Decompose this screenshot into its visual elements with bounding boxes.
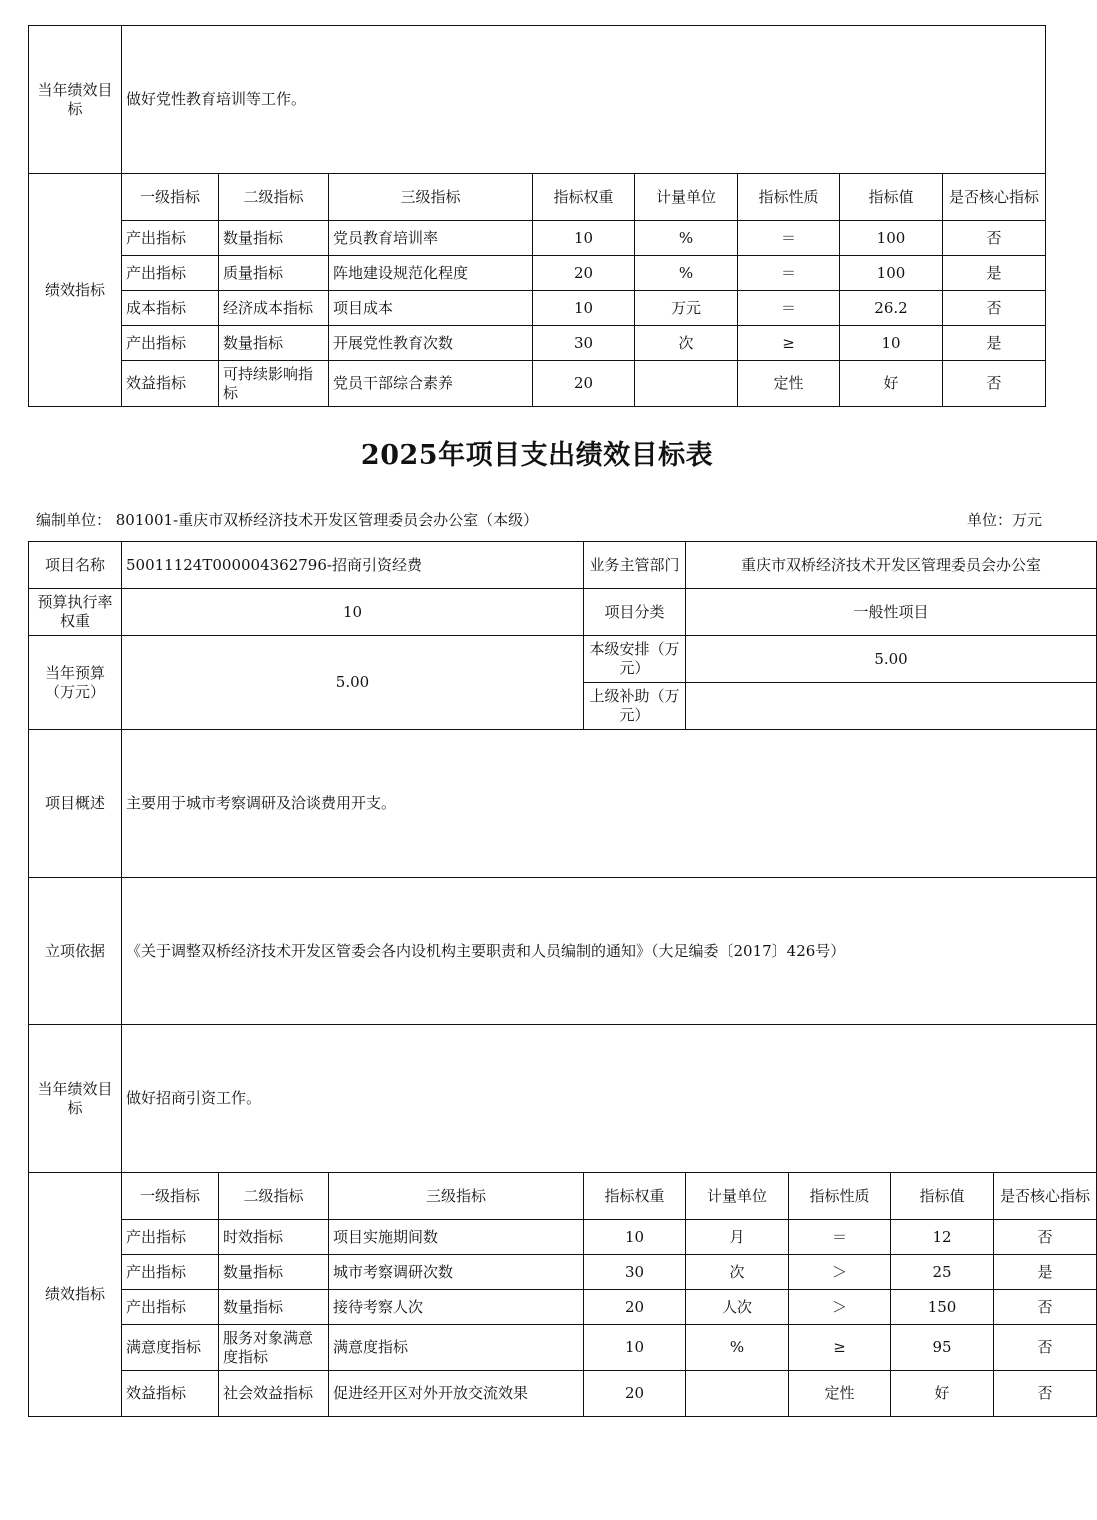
table-row	[29, 361, 1046, 407]
cell-nature: ＝	[738, 221, 840, 256]
cell-value: 100	[840, 256, 943, 291]
cell-unit: 人次	[686, 1290, 789, 1325]
table-header: 计量单位	[635, 174, 738, 221]
table-row	[29, 1290, 1097, 1325]
local-label: 本级安排（万元）	[584, 636, 686, 683]
cell-level1: 效益指标	[122, 361, 219, 407]
cell-level3: 城市考察调研次数	[329, 1255, 584, 1290]
cell-nature: 定性	[789, 1371, 891, 1417]
cell-unit	[635, 361, 738, 407]
cell-value: 好	[840, 361, 943, 407]
budget-value: 5.00	[122, 636, 584, 730]
cell-level2: 数量指标	[219, 221, 329, 256]
cell-level2: 时效指标	[219, 1220, 329, 1255]
exec-rate-value: 10	[122, 589, 584, 636]
cell-level3: 阵地建设规范化程度	[329, 256, 533, 291]
cell-level2: 经济成本指标	[219, 291, 329, 326]
category-value: 一般性项目	[686, 589, 1097, 636]
cell-nature: 定性	[738, 361, 840, 407]
cell-core: 否	[994, 1371, 1097, 1417]
cell-unit: 月	[686, 1220, 789, 1255]
cell-level1: 效益指标	[122, 1371, 219, 1417]
overview-label: 项目概述	[29, 730, 122, 878]
cell-value: 好	[891, 1371, 994, 1417]
table-header: 指标性质	[738, 174, 840, 221]
cell-level3: 开展党性教育次数	[329, 326, 533, 361]
cell-weight: 10	[533, 291, 635, 326]
cell-weight: 20	[584, 1371, 686, 1417]
cell-weight: 30	[533, 326, 635, 361]
cell-core: 是	[943, 256, 1046, 291]
top-indicator-table	[28, 25, 1046, 407]
cell-value: 25	[891, 1255, 994, 1290]
table-header: 指标值	[840, 174, 943, 221]
currency-unit: 单位：万元	[966, 511, 1042, 529]
cell-core: 否	[994, 1290, 1097, 1325]
table-row	[29, 221, 1046, 256]
table-header: 一级指标	[122, 1173, 219, 1220]
project-name-value: 50011124T000004362796-招商引资经费	[122, 542, 584, 589]
cell-weight: 30	[584, 1255, 686, 1290]
table-header: 三级指标	[329, 1173, 584, 1220]
cell-level3: 接待考察人次	[329, 1290, 584, 1325]
page-title: 2025年项目支出绩效目标表	[360, 440, 714, 471]
cell-nature: ＝	[738, 256, 840, 291]
table-row	[29, 326, 1046, 361]
cell-level3: 促进经开区对外开放交流效果	[329, 1371, 584, 1417]
cell-weight: 10	[584, 1220, 686, 1255]
cell-unit: 万元	[635, 291, 738, 326]
cell-core: 否	[943, 221, 1046, 256]
cell-nature: ≥	[738, 326, 840, 361]
project-name-label: 项目名称	[29, 542, 122, 589]
budget-label: 当年预算（万元）	[29, 636, 122, 730]
subsidy-label: 上级补助（万元）	[584, 683, 686, 730]
cell-weight: 20	[584, 1290, 686, 1325]
table-header: 指标权重	[584, 1173, 686, 1220]
table-header: 指标性质	[789, 1173, 891, 1220]
cell-value: 12	[891, 1220, 994, 1255]
subsidy-value	[686, 683, 1097, 730]
category-label: 项目分类	[584, 589, 686, 636]
cell-unit: %	[635, 256, 738, 291]
cell-core: 否	[943, 291, 1046, 326]
cell-level1: 满意度指标	[122, 1325, 219, 1371]
cell-unit: 次	[686, 1255, 789, 1290]
project-table	[28, 541, 1097, 1417]
top-indicator-label: 绩效指标	[29, 174, 122, 407]
cell-level1: 产出指标	[122, 1220, 219, 1255]
cell-level3: 项目实施期间数	[329, 1220, 584, 1255]
cell-level2: 可持续影响指标	[219, 361, 329, 407]
cell-core: 是	[994, 1255, 1097, 1290]
table-row	[29, 291, 1046, 326]
cell-nature: ＝	[738, 291, 840, 326]
cell-value: 26.2	[840, 291, 943, 326]
cell-unit: %	[635, 221, 738, 256]
table-row	[29, 1371, 1097, 1417]
cell-level3: 党员教育培训率	[329, 221, 533, 256]
basis-label: 立项依据	[29, 878, 122, 1025]
cell-core: 是	[943, 326, 1046, 361]
cell-unit	[686, 1371, 789, 1417]
cell-value: 95	[891, 1325, 994, 1371]
cell-level1: 产出指标	[122, 1290, 219, 1325]
exec-rate-label: 预算执行率权重	[29, 589, 122, 636]
cell-unit: %	[686, 1325, 789, 1371]
cell-weight: 10	[584, 1325, 686, 1371]
local-value: 5.00	[686, 636, 1097, 683]
cell-level1: 产出指标	[122, 326, 219, 361]
cell-value: 100	[840, 221, 943, 256]
table-header: 三级指标	[329, 174, 533, 221]
top-goal-label: 当年绩效目标	[29, 26, 122, 174]
cell-level2: 质量指标	[219, 256, 329, 291]
cell-core: 否	[994, 1220, 1097, 1255]
cell-value: 10	[840, 326, 943, 361]
table-row	[29, 1255, 1097, 1290]
cell-value: 150	[891, 1290, 994, 1325]
cell-weight: 20	[533, 256, 635, 291]
goal-label: 当年绩效目标	[29, 1025, 122, 1173]
cell-level3: 项目成本	[329, 291, 533, 326]
cell-core: 否	[994, 1325, 1097, 1371]
cell-unit: 次	[635, 326, 738, 361]
cell-core: 否	[943, 361, 1046, 407]
table-header: 是否核心指标	[943, 174, 1046, 221]
table-header: 指标值	[891, 1173, 994, 1220]
cell-level3: 党员干部综合素养	[329, 361, 533, 407]
table-header: 是否核心指标	[994, 1173, 1097, 1220]
dept-label: 业务主管部门	[584, 542, 686, 589]
cell-level3: 满意度指标	[329, 1325, 584, 1371]
cell-level1: 成本指标	[122, 291, 219, 326]
top-goal-text: 做好党性教育培训等工作。	[122, 26, 1046, 174]
table-header: 二级指标	[219, 174, 329, 221]
table-header: 计量单位	[686, 1173, 789, 1220]
cell-level2: 数量指标	[219, 326, 329, 361]
cell-level1: 产出指标	[122, 1255, 219, 1290]
table-header: 一级指标	[122, 174, 219, 221]
cell-level1: 产出指标	[122, 221, 219, 256]
table-row	[29, 256, 1046, 291]
dept-value: 重庆市双桥经济技术开发区管理委员会办公室	[686, 542, 1097, 589]
goal-text: 做好招商引资工作。	[122, 1025, 1097, 1173]
compile-unit-line	[36, 509, 1042, 530]
cell-nature: ＞	[789, 1255, 891, 1290]
overview-text: 主要用于城市考察调研及洽谈费用开支。	[122, 730, 1097, 878]
cell-level2: 数量指标	[219, 1255, 329, 1290]
cell-weight: 20	[533, 361, 635, 407]
table-header: 指标权重	[533, 174, 635, 221]
cell-level2: 数量指标	[219, 1290, 329, 1325]
cell-nature: ＞	[789, 1290, 891, 1325]
cell-level2: 服务对象满意度指标	[219, 1325, 329, 1371]
cell-nature: ＝	[789, 1220, 891, 1255]
cell-weight: 10	[533, 221, 635, 256]
compile-unit: 编制单位： 801001-重庆市双桥经济技术开发区管理委员会办公室（本级）	[36, 511, 539, 529]
table-header: 二级指标	[219, 1173, 329, 1220]
table-row	[29, 1325, 1097, 1371]
table-row	[29, 1220, 1097, 1255]
cell-nature: ≥	[789, 1325, 891, 1371]
cell-level2: 社会效益指标	[219, 1371, 329, 1417]
basis-text: 《关于调整双桥经济技术开发区管委会各内设机构主要职责和人员编制的通知》（大足编委〔2017〕426号）	[122, 878, 1097, 1025]
indicator-label: 绩效指标	[29, 1173, 122, 1417]
cell-level1: 产出指标	[122, 256, 219, 291]
